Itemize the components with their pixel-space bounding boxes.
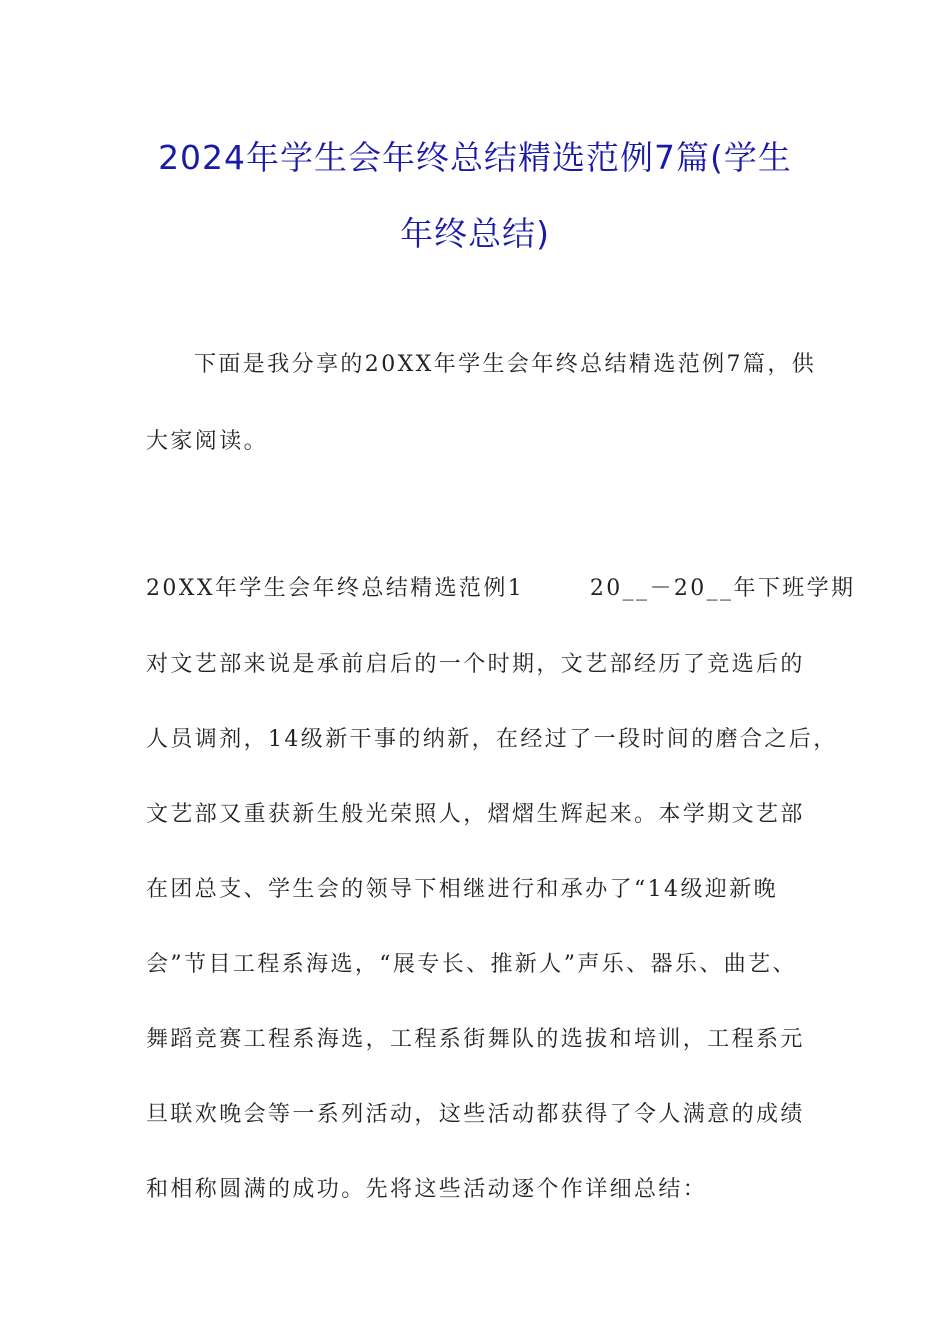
section1-line-5: 在团总支、学生会的领导下相继进行和承办了“14级迎新晚 (146, 877, 779, 902)
document-title-line-2: 年终总结) (400, 214, 550, 253)
document-title-line-1: 2024年学生会年终总结精选范例7篇(学生 (158, 138, 792, 177)
section1-line-2: 对文艺部来说是承前启后的一个时期，文艺部经历了竞选后的 (146, 652, 805, 677)
section1-line-9: 和相称圆满的成功。先将这些活动逐个作详细总结： (146, 1177, 708, 1202)
section1-line-1: 20XX年学生会年终总结精选范例1 20__－20__年下班学期 (146, 576, 856, 601)
section1-line-4: 文艺部又重获新生般光荣照人，熠熠生辉起来。本学期文艺部 (146, 802, 805, 827)
section1-line-7: 舞蹈竞赛工程系海选，工程系街舞队的选拔和培训，工程系元 (146, 1027, 805, 1052)
intro-line-1: 下面是我分享的20XX年学生会年终总结精选范例7篇，供 (194, 352, 817, 377)
intro-line-2: 大家阅读。 (146, 429, 269, 454)
section1-line-8: 旦联欢晚会等一系列活动，这些活动都获得了令人满意的成绩 (146, 1102, 805, 1127)
section1-line-3: 人员调剂，14级新干事的纳新，在经过了一段时间的磨合之后， (146, 727, 838, 752)
section1-line-6: 会”节目工程系海选，“展专长、推新人”声乐、器乐、曲艺、 (146, 952, 797, 977)
